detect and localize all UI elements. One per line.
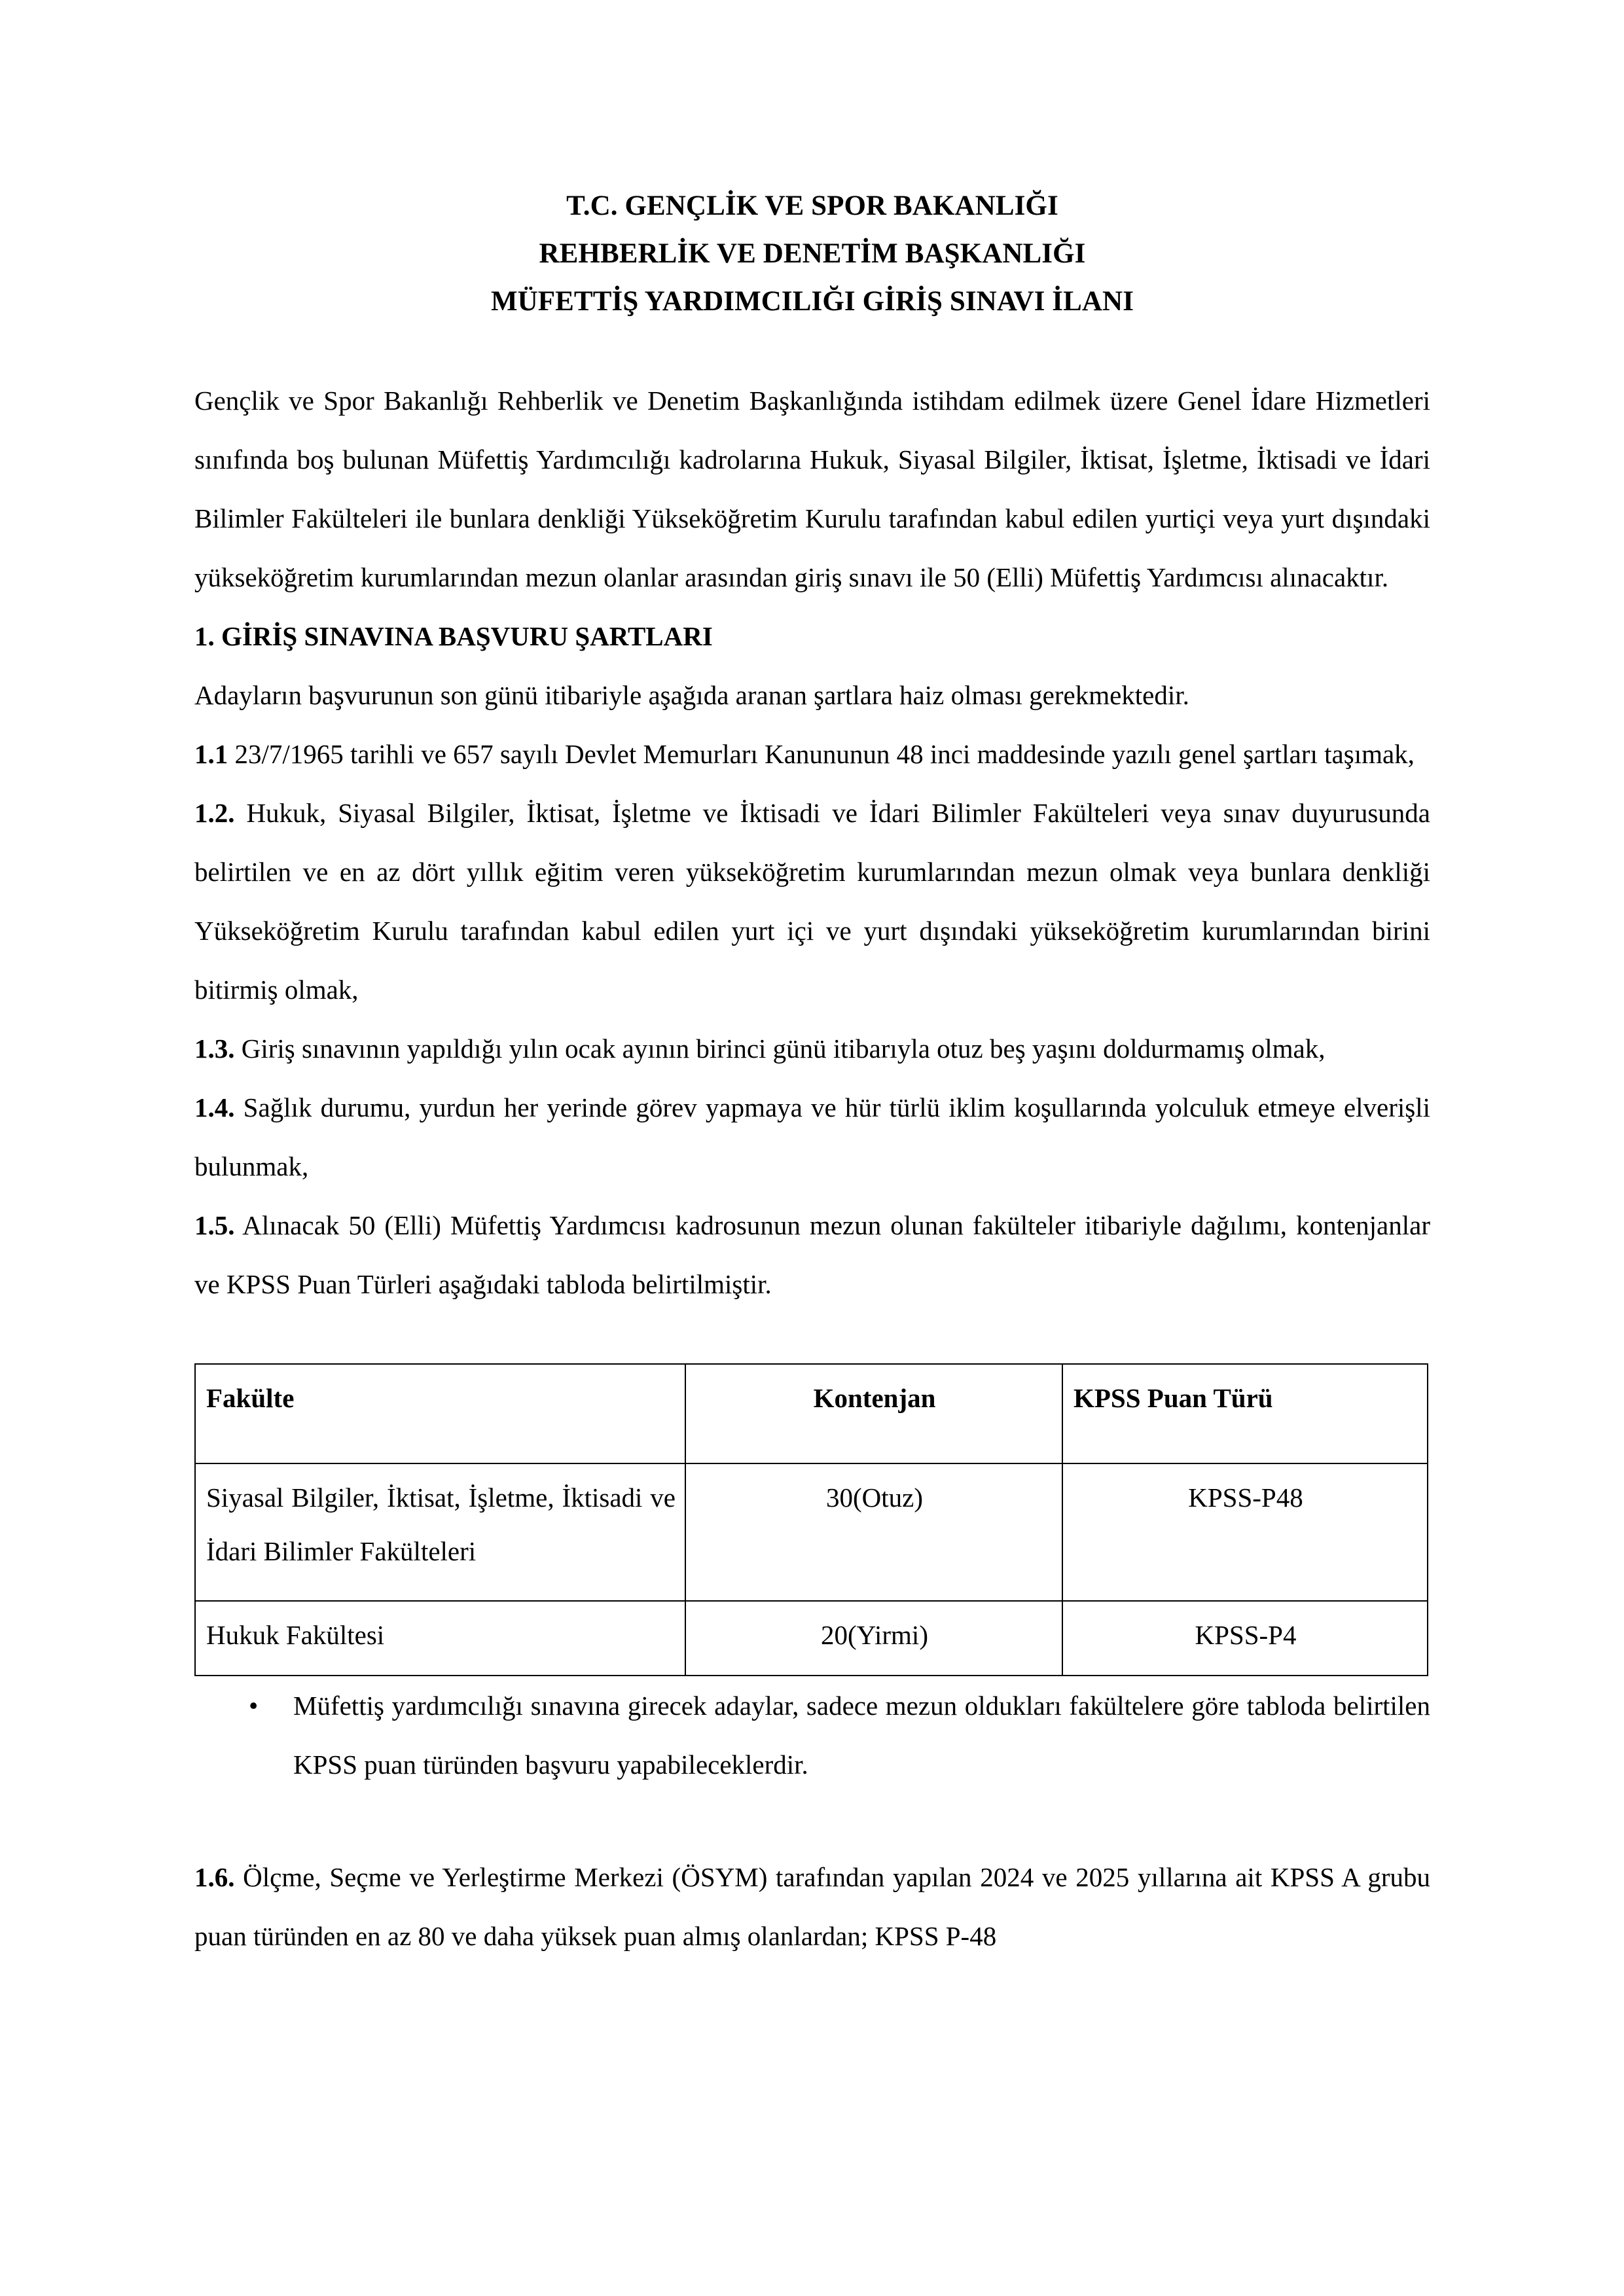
clause-1-6-text: Ölçme, Seçme ve Yerleştirme Merkezi (ÖSYM) tarafından yapılan 2024 ve 2025 yıllarına ait KPSS A grubu puan türünden en az 80 ve daha yüksek puan almış olanlardan; KPSS P-48 (194, 1862, 1430, 1951)
table-cell-fakulte: Siyasal Bilgiler, İktisat, İşletme, İktisadi ve İdari Bilimler Fakülteleri (195, 1463, 685, 1601)
clause-1-2 (194, 783, 1430, 1019)
table-row (195, 1601, 1428, 1676)
bullet-icon: • (249, 1691, 259, 1721)
clause-1-3 (194, 1019, 1430, 1078)
clause-1-6 (194, 1848, 1430, 1965)
clause-1-4-text: Sağlık durumu, yurdun her yerinde görev yapmaya ve hür türlü iklim koşullarında yolculuk etmeye elverişli bulunmak, (194, 1092, 1430, 1181)
clause-1-2-number: 1.2. (194, 798, 235, 828)
clause-1-5 (194, 1196, 1430, 1314)
table-row (195, 1463, 1428, 1601)
clause-1-4-number: 1.4. (194, 1092, 235, 1122)
list-item (249, 1676, 1430, 1794)
title-line-3: MÜFETTİŞ YARDIMCILIĞI GİRİŞ SINAVI İLANI (490, 286, 1134, 317)
table-cell-kpss: KPSS-P4 (1062, 1601, 1428, 1676)
clause-1-5-text: Alınacak 50 (Elli) Müfettiş Yardımcısı kadrosunun mezun olunan fakülteler itibariyle dağılımı, kontenjanlar ve KPSS Puan Türleri aşağıdaki tabloda belirtilmiştir. (194, 1210, 1430, 1299)
title-line-2: REHBERLİK VE DENETİM BAŞKANLIĞI (539, 238, 1086, 269)
clause-1-3-text: Giriş sınavının yapıldığı yılın ocak ayının birinci günü itibarıyla otuz beş yaşını doldurmamış olmak, (234, 1033, 1326, 1064)
intro-paragraph: Gençlik ve Spor Bakanlığı Rehberlik ve Denetim Başkanlığında istihdam edilmek üzere Genel İdare Hizmetleri sınıfında boş bulunan Müfettiş Yardımcılığı kadrolarına Hukuk, Siyasal Bilgiler, İktisat, İşletme, İktisadi ve İdari Bilimler Fakülteleri ile bunlara denkliği Yükseköğretim Kurulu tarafından kabul edilen yurtiçi veya yurt dışındaki yükseköğretim kurumlarından mezun olanlar arasından giriş sınavı ile 50 (Elli) Müfettiş Yardımcısı alınacaktır. (194, 386, 1430, 592)
table-header-kpss: KPSS Puan Türü (1062, 1364, 1428, 1463)
quota-table-wrap (194, 1363, 1430, 1676)
quota-table (194, 1363, 1428, 1676)
clause-1-5-number: 1.5. (194, 1210, 235, 1240)
table-header-fakulte: Fakülte (195, 1364, 685, 1463)
clause-1-1-text: 23/7/1965 tarihli ve 657 sayılı Devlet Memurları Kanununun 48 inci maddesinde yazılı genel şartları taşımak, (228, 739, 1415, 769)
note-bullet-list (194, 1676, 1430, 1794)
section-note: Adayların başvurunun son günü itibariyle aşağıda aranan şartlara haiz olması gerekmektedir. (194, 680, 1189, 710)
clause-1-6-number: 1.6. (194, 1862, 235, 1892)
clause-1-2-text: Hukuk, Siyasal Bilgiler, İktisat, İşletme ve İktisadi ve İdari Bilimler Fakülteleri veya sınav duyurusunda belirtilen ve en az dört yıllık eğitim veren yükseköğretim kurumlarından mezun olmak veya bunlara denkliği Yükseköğretim Kurulu tarafından kabul edilen yurt içi ve yurt dışındaki yükseköğretim kurumlarından birini bitirmiş olmak, (194, 798, 1430, 1005)
table-cell-fakulte: Hukuk Fakültesi (195, 1601, 685, 1676)
clause-1-1-number: 1.1 (194, 739, 228, 769)
document-title-block (194, 0, 1430, 325)
clause-1-3-number: 1.3. (194, 1033, 235, 1064)
section-heading: 1. GİRİŞ SINAVINA BAŞVURU ŞARTLARI (194, 621, 713, 651)
document-content (194, 0, 1430, 1965)
list-item-text: Müfettiş yardımcılığı sınavına girecek adaylar, sadece mezun oldukları fakültelere göre tabloda belirtilen KPSS puan türünden başvuru yapabileceklerdir. (293, 1691, 1430, 1780)
clause-1-1 (194, 725, 1430, 783)
table-cell-kontenjan: 20(Yirmi) (685, 1601, 1062, 1676)
table-cell-kontenjan: 30(Otuz) (685, 1463, 1062, 1601)
table-cell-kpss: KPSS-P48 (1062, 1463, 1428, 1601)
clause-1-4 (194, 1078, 1430, 1196)
table-header-row (195, 1364, 1428, 1463)
title-line-1: T.C. GENÇLİK VE SPOR BAKANLIĞI (566, 190, 1058, 221)
table-header-kontenjan: Kontenjan (685, 1364, 1062, 1463)
